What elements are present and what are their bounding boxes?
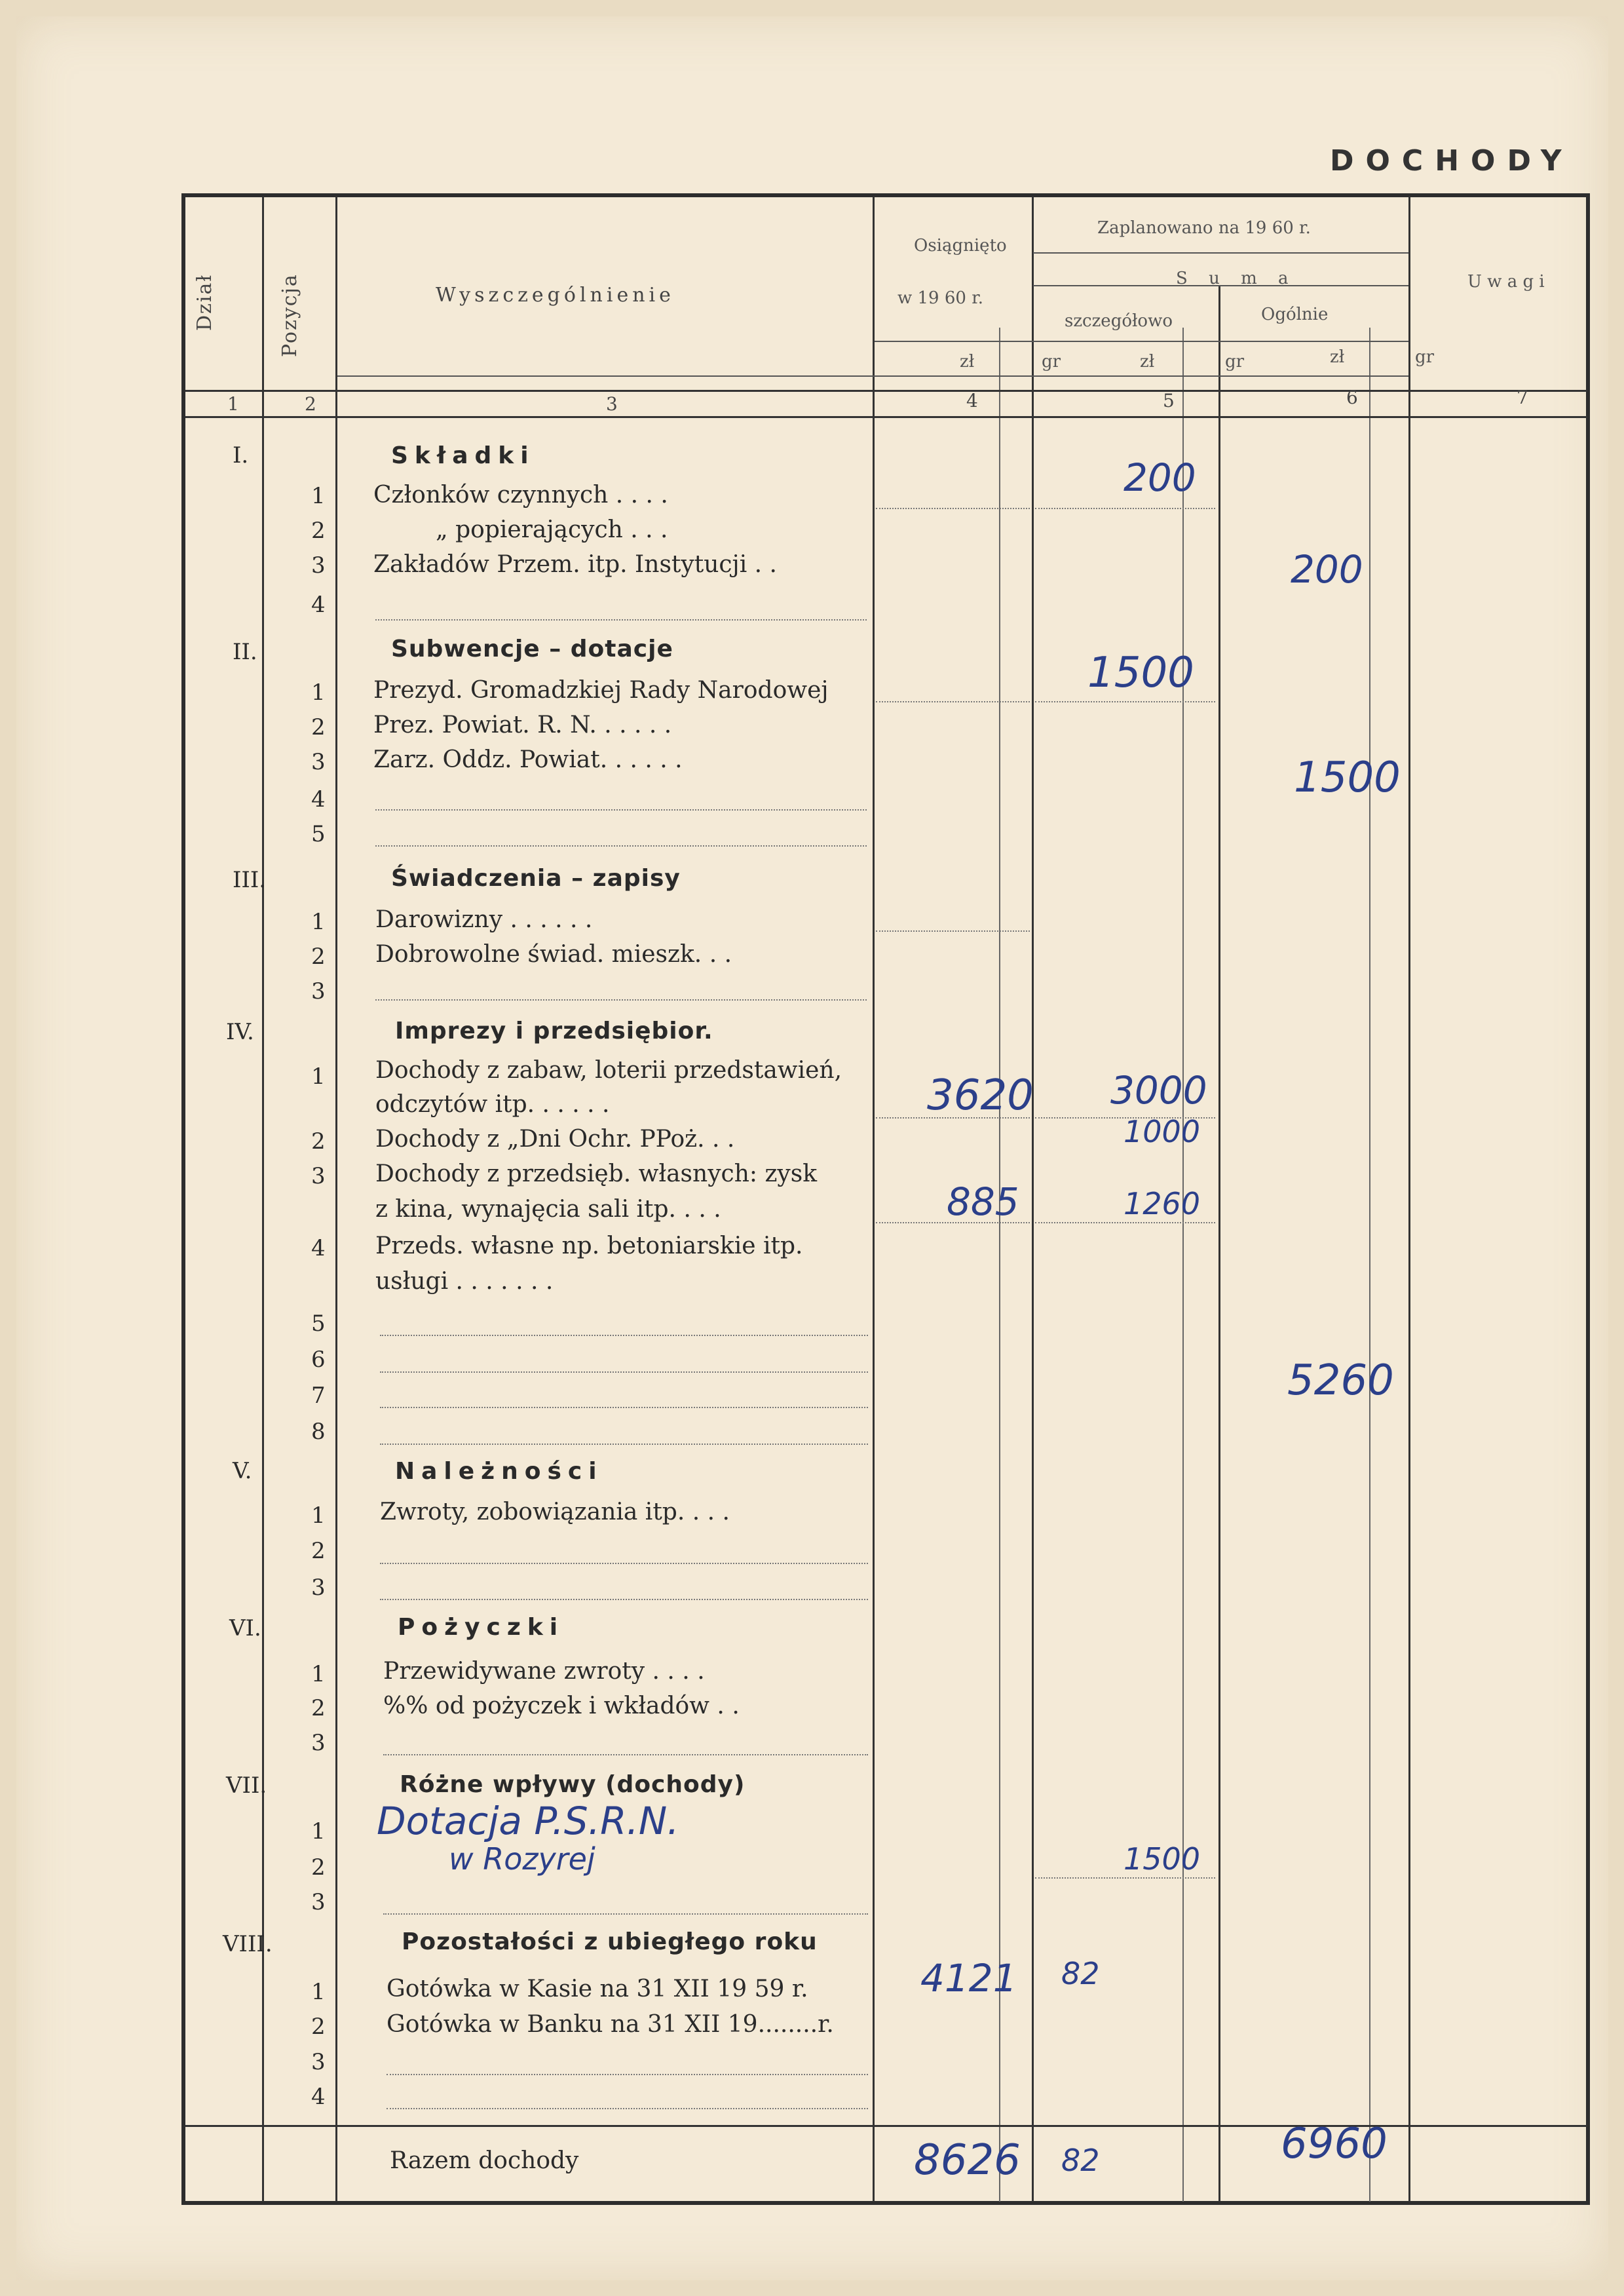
- position-number: 3: [311, 978, 326, 1004]
- position-number: 2: [311, 714, 326, 740]
- col-osiagnieto-year: w 19 60 r.: [897, 288, 984, 308]
- header-line: [1033, 252, 1408, 254]
- item-label: Zarz. Oddz. Powiat. . . . . .: [373, 746, 683, 773]
- empty-item-line: [380, 1407, 868, 1408]
- col-divider: [1032, 197, 1034, 2202]
- col-divider: [1369, 328, 1370, 2202]
- section-title: Subwencje – dotacje: [391, 636, 673, 662]
- handwritten-amount: 3620: [927, 1071, 1034, 1120]
- position-number: 2: [311, 518, 326, 544]
- section-title: Należności: [395, 1458, 603, 1485]
- item-label: Gotówka w Banku na 31 XII 19........r.: [387, 2011, 834, 2038]
- section-title: Imprezy i przedsiębior.: [395, 1018, 713, 1044]
- empty-item-line: [375, 619, 867, 621]
- position-number: 1: [311, 1818, 326, 1845]
- item-label: Zwroty, zobowiązania itp. . . .: [380, 1499, 730, 1525]
- section-title: Pożyczki: [398, 1614, 565, 1641]
- section-roman: VIII.: [223, 1931, 273, 1957]
- empty-item-line: [383, 1913, 868, 1915]
- handwritten-amount: 1000: [1124, 1114, 1201, 1149]
- zl-label: zł: [1330, 347, 1345, 367]
- handwritten-amount: 1500: [1087, 649, 1194, 697]
- empty-item-line: [380, 1599, 868, 1600]
- item-label-continued: odczytów itp. . . . . .: [375, 1091, 610, 1118]
- section-roman: III.: [233, 867, 267, 893]
- colnum-2: 2: [305, 393, 316, 415]
- empty-item-line: [380, 1371, 868, 1373]
- position-number: 1: [311, 1979, 326, 2005]
- position-number: 3: [311, 1575, 326, 1601]
- empty-item-line: [387, 2108, 868, 2109]
- col-divider: [1218, 285, 1220, 2202]
- value-line: [1035, 701, 1215, 702]
- col-uwagi-header: U w a g i: [1467, 272, 1545, 292]
- position-number: 2: [311, 2014, 326, 2040]
- handwritten-amount: 82: [1061, 1956, 1100, 1991]
- position-number: 2: [311, 1854, 326, 1881]
- value-line: [876, 930, 1030, 932]
- item-label: Dochody z „Dni Ochr. PPoż. . .: [375, 1126, 735, 1153]
- value-line: [1035, 1877, 1215, 1879]
- header-bottom-line: [185, 390, 1587, 392]
- item-label: Przeds. własne np. betoniarskie itp.: [375, 1233, 803, 1259]
- zl-label: zł: [960, 352, 975, 372]
- empty-item-line: [375, 809, 867, 811]
- empty-item-line: [380, 1335, 868, 1336]
- position-number: 4: [311, 592, 326, 618]
- col-wyszczegolnienie-header: Wyszczególnienie: [436, 284, 675, 307]
- handwritten-amount: 200: [1291, 547, 1363, 592]
- item-label: Prezyd. Gromadzkiej Rady Narodowej: [373, 677, 829, 704]
- value-line: [1035, 1222, 1215, 1223]
- position-number: 2: [311, 1695, 326, 1721]
- page-title: DOCHODY: [1330, 144, 1574, 178]
- col-divider: [335, 197, 337, 2202]
- colnum-7: 7: [1517, 387, 1528, 408]
- empty-item-line: [380, 1444, 868, 1445]
- gr-label: gr: [1415, 347, 1435, 367]
- handwritten-amount: 5260: [1287, 1356, 1394, 1405]
- section-title: Składki: [391, 442, 535, 469]
- gr-label: gr: [1042, 352, 1061, 372]
- item-label: Przewidywane zwroty . . . .: [383, 1658, 705, 1685]
- handwritten-amount: 1260: [1124, 1186, 1201, 1221]
- section-title: Pozostałości z ubiegłego roku: [402, 1928, 818, 1955]
- section-roman: V.: [233, 1458, 252, 1484]
- col-szczegolowo-header: szczegółowo: [1065, 311, 1173, 331]
- item-label: %% od pożyczek i wkładów . .: [383, 1693, 740, 1719]
- section-roman: IV.: [226, 1019, 254, 1045]
- position-number: 1: [311, 1661, 326, 1687]
- col-divider: [1408, 197, 1410, 2202]
- empty-item-line: [380, 1563, 868, 1564]
- position-number: 7: [311, 1383, 326, 1409]
- col-divider: [262, 197, 264, 2202]
- empty-item-line: [375, 999, 867, 1001]
- item-label: Darowizny . . . . . .: [375, 906, 593, 933]
- col-osiagnieto-header: Osiągnięto: [914, 236, 1007, 256]
- position-number: 3: [311, 1889, 326, 1915]
- item-label: Dobrowolne świad. mieszk. . .: [375, 941, 732, 968]
- item-label: „ popierających . . .: [436, 516, 668, 543]
- col-dzial-header: Dział: [193, 273, 216, 331]
- section-title: Różne wpływy (dochody): [400, 1771, 746, 1798]
- handwritten-amount: 200: [1124, 455, 1196, 500]
- position-number: 5: [311, 1311, 326, 1337]
- handwritten-amount: 3000: [1110, 1068, 1207, 1113]
- colnum-1: 1: [227, 393, 239, 415]
- item-label: Członków czynnych . . . .: [373, 482, 668, 508]
- colnum-6: 6: [1346, 387, 1358, 408]
- position-number: 1: [311, 483, 326, 509]
- item-label: Zakładów Przem. itp. Instytucji . .: [373, 551, 777, 578]
- value-line: [1035, 508, 1215, 509]
- gr-label: gr: [1225, 352, 1245, 372]
- position-number: 3: [311, 749, 326, 775]
- colnum-5: 5: [1163, 390, 1175, 411]
- empty-item-line: [383, 1754, 868, 1755]
- position-number: 4: [311, 1235, 326, 1261]
- section-roman: I.: [233, 442, 249, 469]
- item-label: Gotówka w Kasie na 31 XII 19 59 r.: [387, 1976, 808, 2002]
- position-number: 1: [311, 679, 326, 706]
- position-number: 3: [311, 2049, 326, 2075]
- col-zaplanowano-header: Zaplanowano na 19 60 r.: [1097, 218, 1311, 238]
- item-label-continued: usługi . . . . . . .: [375, 1268, 554, 1295]
- item-label: Dochody z zabaw, loterii przedstawień,: [375, 1057, 842, 1084]
- handwritten-total: 6960: [1281, 2120, 1388, 2168]
- document-page: [16, 16, 1608, 2280]
- col-ogolnie-header: Ogólnie: [1261, 305, 1329, 324]
- item-label: Dochody z przedsięb. własnych: zysk: [375, 1160, 818, 1187]
- position-number: 1: [311, 1063, 326, 1090]
- section-roman: VII.: [226, 1772, 267, 1799]
- handwritten-note: Dotacja P.S.R.N.: [377, 1799, 679, 1843]
- total-label: Razem dochody: [390, 2147, 579, 2174]
- position-number: 4: [311, 2084, 326, 2110]
- handwritten-amount: 4121: [920, 1956, 1017, 2000]
- header-line: [337, 375, 1408, 377]
- position-number: 2: [311, 944, 326, 970]
- position-number: 3: [311, 1163, 326, 1189]
- position-number: 4: [311, 786, 326, 813]
- position-number: 8: [311, 1419, 326, 1445]
- handwritten-amount: 885: [947, 1179, 1019, 1224]
- header-line: [875, 341, 1408, 342]
- position-number: 3: [311, 1730, 326, 1756]
- value-line: [876, 701, 1030, 702]
- colnum-bottom-line: [185, 416, 1587, 418]
- item-label: Prez. Powiat. R. N. . . . . .: [373, 712, 672, 738]
- col-divider: [1182, 328, 1184, 2202]
- colnum-3: 3: [606, 393, 618, 415]
- section-roman: II.: [233, 639, 257, 665]
- value-line: [876, 508, 1030, 509]
- section-title: Świadczenia – zapisy: [391, 865, 681, 892]
- colnum-4: 4: [966, 390, 978, 411]
- position-number: 1: [311, 909, 326, 935]
- section-roman: VI.: [229, 1615, 261, 1641]
- position-number: 2: [311, 1128, 326, 1155]
- handwritten-total: 82: [1061, 2143, 1100, 2178]
- position-number: 3: [311, 552, 326, 579]
- position-number: 2: [311, 1538, 326, 1564]
- position-number: 1: [311, 1502, 326, 1529]
- col-suma-header: S u m a: [1176, 269, 1296, 288]
- zl-label: zł: [1140, 352, 1155, 372]
- col-pozycja-header: Pozycja: [278, 273, 301, 357]
- handwritten-note: w Rozyrej: [449, 1841, 595, 1877]
- handwritten-total: 8626: [914, 2136, 1021, 2185]
- empty-item-line: [375, 845, 867, 847]
- col-divider: [873, 197, 875, 2202]
- item-label-continued: z kina, wynajęcia sali itp. . . .: [375, 1196, 721, 1223]
- empty-item-line: [387, 2074, 868, 2075]
- position-number: 5: [311, 821, 326, 847]
- handwritten-amount: 1500: [1124, 1841, 1201, 1877]
- handwritten-amount: 1500: [1294, 754, 1401, 802]
- position-number: 6: [311, 1347, 326, 1373]
- col-divider: [999, 328, 1000, 2202]
